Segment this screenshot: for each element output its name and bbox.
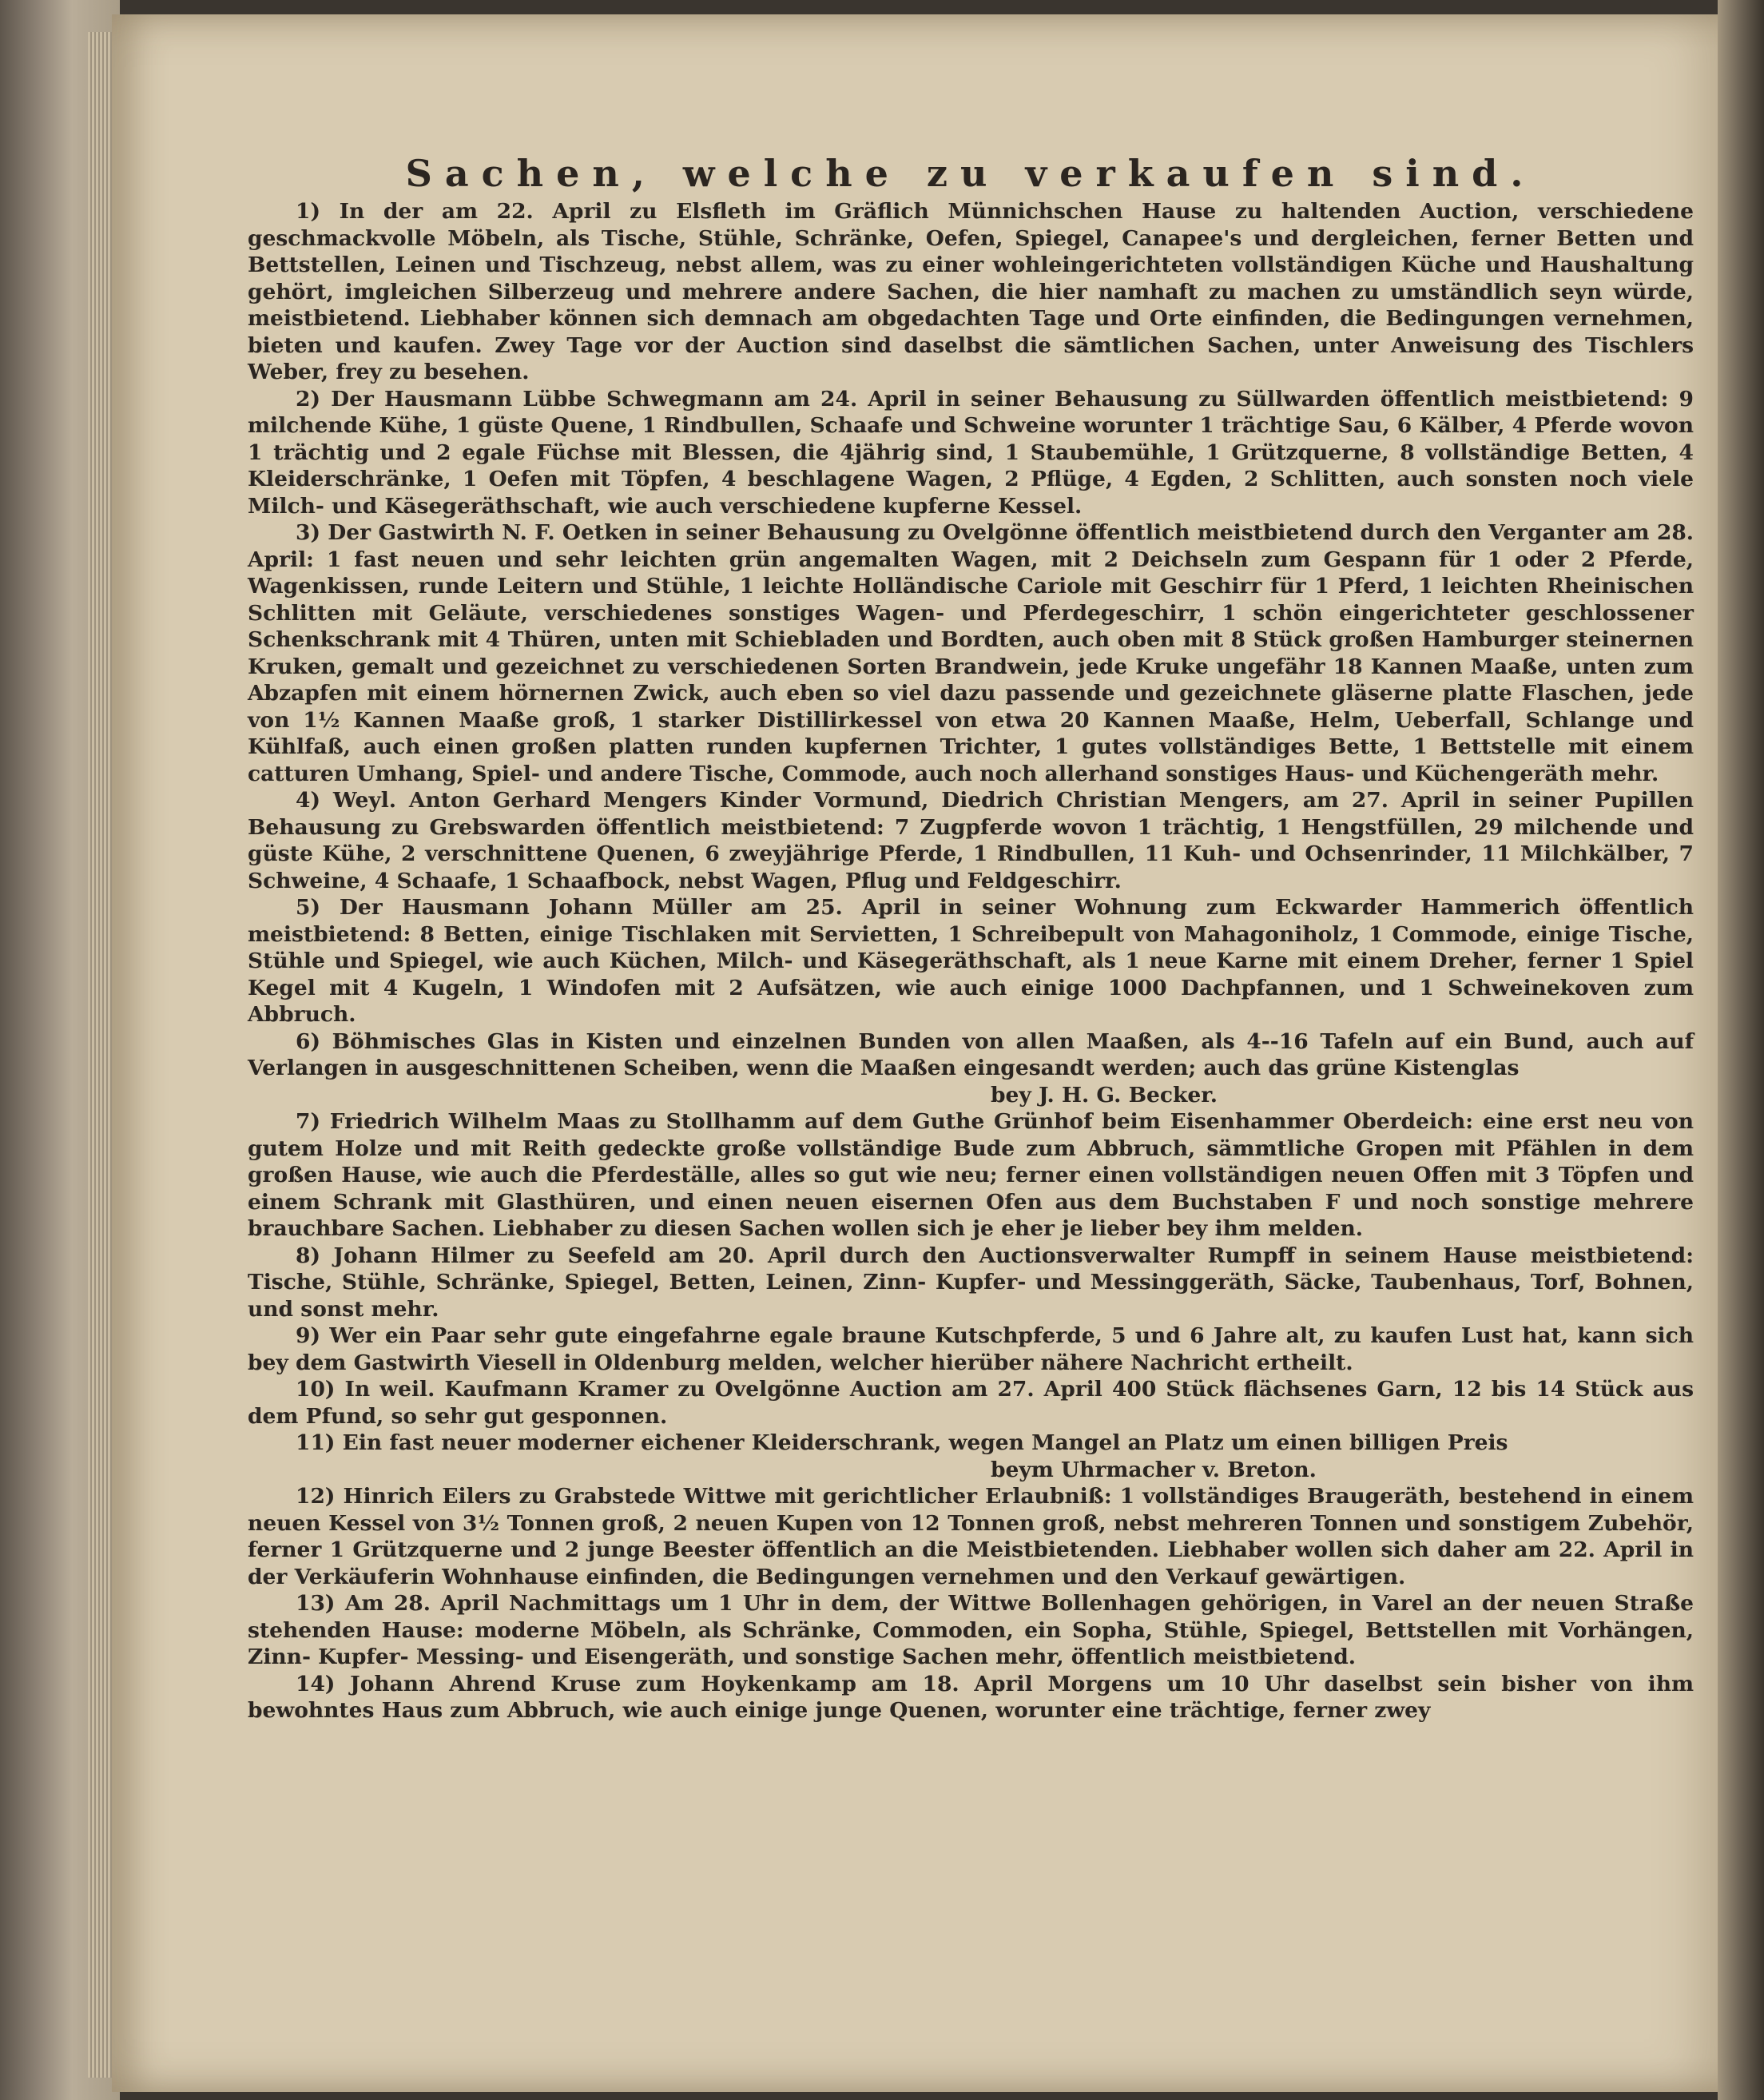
entry-10: 10) In weil. Kaufmann Kramer zu Ovelgönne Auction am 27. April 400 Stück flächsenes Garn, 12 bis 14 Stück aus dem Pfund, so sehr gut gesponnen.: [248, 1377, 1694, 1429]
entry-9: 9) Wer ein Paar sehr gute eingefahrne egale braune Kutschpferde, 5 und 6 Jahre alt, zu kaufen Lust hat, kann sich bey dem Gastwirth Viesell in Oldenburg melden, welcher hierüber nähere Nachricht ertheilt.: [248, 1323, 1694, 1375]
entry-2: 2) Der Hausmann Lübbe Schwegmann am 24. April in seiner Behausung zu Süllwarden öffentlich meistbietend: 9 milchende Kühe, 1 güste Quene, 1 Rindbullen, Schaafe und Schweine worunter 1 trächtige Sau, 6 Kälber, 4 Pferde wovon 1 trächtig und 2 egale Füchse mit Blessen, die 4jährig sind, 1 Staubemühle, 1 Grützquerne, 8 vollständige Betten, 4 Kleiderschränke, 1 Oefen mit Töpfen, 4 beschlagene Wagen, 2 Pflüge, 4 Egden, 2 Schlitten, auch sonsten noch viele Milch- und Käsegeräthschaft, wie auch verschiedene kupferne Kessel.: [248, 386, 1694, 519]
entry-11: 11) Ein fast neuer moderner eichener Kleiderschrank, wegen Mangel an Platz um einen billigen Preis: [296, 1430, 1508, 1455]
entry-6: 6) Böhmisches Glas in Kisten und einzelnen Bunden von allen Maaßen, als 4--16 Tafeln auf ein Bund, auch auf Verlangen in ausgeschnittenen Scheiben, wenn die Maaßen eingesandt werden; auch das grüne Kistenglas: [248, 1028, 1694, 1080]
page-right-edge: [1718, 0, 1764, 2100]
entry-8: 8) Johann Hilmer zu Seefeld am 20. April durch den Auctionsverwalter Rumpff in seinem Hause meistbietend: Tische, Stühle, Schränke, Spiegel, Betten, Leinen, Zinn- Kupfer- und Messinggeräth, Säcke, Taubenhaus, Torf, Bohnen, und sonst mehr.: [248, 1243, 1694, 1322]
page-content: [248, 152, 1694, 1724]
entry-3: 3) Der Gastwirth N. F. Oetken in seiner Behausung zu Ovelgönne öffentlich meistbietend durch den Verganter am 28. April: 1 fast neuen und sehr leichten grün angemalten Wagen, mit 2 Deichseln zum Gespann für 1 oder 2 Pferde, Wagenkissen, runde Leitern und Stühle, 1 leichte Holländische Cariole mit Geschirr für 1 Pferd, 1 leichten Rheinischen Schlitten mit Geläute, verschiedenes sonstiges Wagen- und Pferdegeschirr, 1 schön eingerichteter geschlossener Schenkschrank mit 4 Thüren, unten mit Schiebladen und Bordten, auch oben mit 8 Stück großen Hamburger steinernen Kruken, gemalt und gezeichnet zu verschiedenen Sorten Brandwein, jede Kruke ungefähr 18 Kannen Maaße, unten zum Abzapfen mit einem hörnernen Zwick, auch eben so viel dazu passende und gezeichnete gläserne platte Flaschen, jede von 1½ Kannen Maaße groß, 1 starker Distillirkessel von etwa 20 Kannen Maaße, Helm, Ueberfall, Schlange und Kühlfaß, auch einen großen platten runden kupfernen Trichter, 1 gutes vollständiges Bette, 1 Bettstelle mit einem catturen Umhang, Spiel- und andere Tische, Commode, auch noch allerhand sonstiges Haus- und Küchengeräth mehr.: [248, 520, 1694, 786]
entry-1: 1) In der am 22. April zu Elsfleth im Gräflich Münnichschen Hause zu haltenden Auction, verschiedene geschmackvolle Möbeln, als Tische, Stühle, Schränke, Oefen, Spiegel, Canapee's und dergleichen, ferner Betten und Bettstellen, Leinen und Tischzeug, nebst allem, was zu einer wohleingerichteten vollständigen Küche und Haushaltung gehört, imgleichen Silberzeug und mehrere andere Sachen, die hier namhaft zu machen zu umständlich seyn würde, meistbietend. Liebhaber können sich demnach am obgedachten Tage und Orte einfinden, die Bedingungen vernehmen, bieten und kaufen. Zwey Tage vor der Auction sind daselbst die sämtlichen Sachen, unter Anweisung des Tischlers Weber, frey zu besehen.: [248, 199, 1694, 384]
entry-6-attribution: bey J. H. G. Becker.: [991, 1082, 1218, 1108]
entry-4: 4) Weyl. Anton Gerhard Mengers Kinder Vormund, Diedrich Christian Mengers, am 27. April in seiner Pupillen Behausung zu Grebswarden öffentlich meistbietend: 7 Zugpferde wovon 1 trächtig, 1 Hengstfüllen, 29 milchende und güste Kühe, 2 verschnittene Quenen, 6 zweyjährige Pferde, 1 Rindbullen, 11 Kuh- und Ochsenrinder, 11 Milchkälber, 7 Schweine, 4 Schaafe, 1 Schaafbock, nebst Wagen, Pflug und Feldgeschirr.: [248, 788, 1694, 893]
entry-14: 14) Johann Ahrend Kruse zum Hoykenkamp am 18. April Morgens um 10 Uhr daselbst sein bisher von ihm bewohntes Haus zum Abbruch, wie auch einige junge Quenen, worunter eine trächtige, ferner zwey: [248, 1671, 1694, 1723]
entry-13: 13) Am 28. April Nachmittags um 1 Uhr in dem, der Wittwe Bollenhagen gehörigen, in Varel an der neuen Straße stehenden Hause: moderne Möbeln, als Schränke, Commoden, ein Sopha, Stühle, Spiegel, Bettstellen mit Vorhängen, Zinn- Kupfer- Messing- und Eisengeräth, und sonstige Sachen mehr, öffentlich meistbietend.: [248, 1591, 1694, 1669]
page-heading: Sachen, welche zu verkaufen sind.: [405, 152, 1536, 195]
entry-5: 5) Der Hausmann Johann Müller am 25. April in seiner Wohnung zum Eckwarder Hammerich öffentlich meistbietend: 8 Betten, einige Tischlaken mit Servietten, 1 Schreibepult von Mahagoniholz, 1 Commode, einige Tische, Stühle und Spiegel, wie auch Küchen, Milch- und Käsegeräthschaft, als 1 neue Karne mit einem Dreher, ferner 1 Spiel Kegel mit 4 Kugeln, 1 Windofen mit 2 Aufsätzen, wie auch einige 1000 Dachpfannen, und 1 Schweinekoven zum Abbruch.: [248, 895, 1694, 1027]
entry-7: 7) Friedrich Wilhelm Maas zu Stollhamm auf dem Guthe Grünhof beim Eisenhammer Oberdeich: eine erst neu von gutem Holze und mit Reith gedeckte große vollständige Bude zum Abbruch, sämmtliche Gropen mit Pfählen in dem großen Hause, wie auch die Pferdeställe, alles so gut wie neu; ferner einen vollständigen neuen Offen mit 3 Töpfen und einem Schrank mit Glasthüren, und einen neuen eisernen Ofen aus dem Buchstaben F und noch sonstige mehrere brauchbare Sachen. Liebhaber zu diesen Sachen wollen sich je eher je lieber bey ihm melden.: [248, 1109, 1694, 1241]
entry-11-attribution: beym Uhrmacher v. Breton.: [991, 1457, 1317, 1482]
entry-12: 12) Hinrich Eilers zu Grabstede Wittwe mit gerichtlicher Erlaubniß: 1 vollständiges Braugeräth, bestehend in einem neuen Kessel von 3½ Tonnen groß, 2 neuen Kupen von 12 Tonnen groß, nebst mehreren Tonnen und sonstigem Zubehör, ferner 1 Grützquerne und 2 junge Beester öffentlich an die Meistbietenden. Liebhaber wollen sich daher am 22. April in der Verkäuferin Wohnhause einfinden, die Bedingungen vernehmen und den Verkauf gewärtigen.: [248, 1484, 1694, 1589]
